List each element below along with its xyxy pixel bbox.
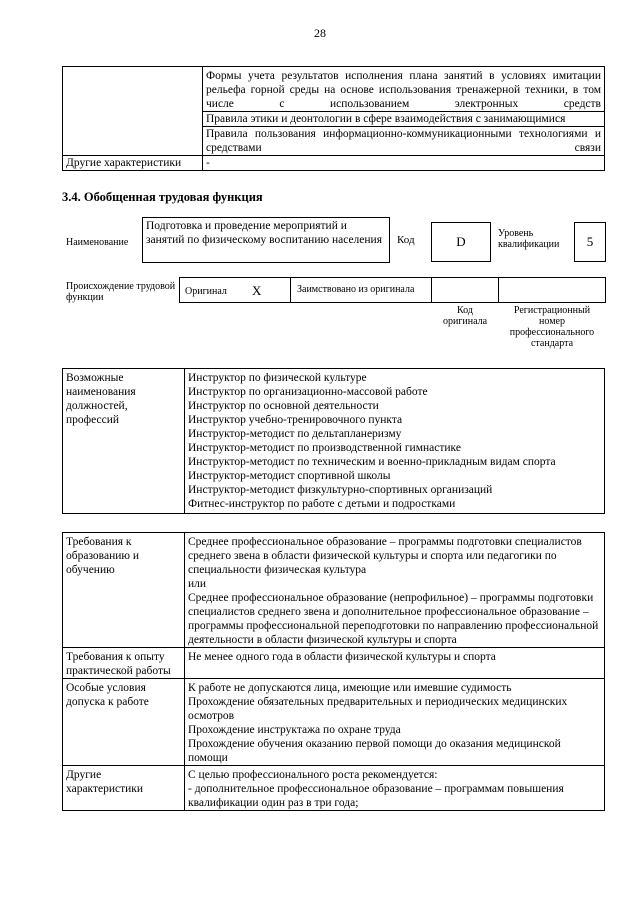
list-item: Среднее профессиональное образование (непрофильное) – программы подготовки специалистов среднего звена и дополнительное профессиональное образование – программы профессиональной переподготовки по направлению профессиональной деятельности в области физической культуры и спорта	[188, 592, 599, 646]
name-label: Наименование	[66, 237, 129, 248]
list-item: Инструктор-методист по техническим и военно-прикладным видам спорта	[188, 456, 556, 468]
origin-reg-cell	[498, 277, 606, 303]
table-cell-label: Другие характеристики	[63, 156, 203, 171]
requirements-table	[62, 532, 605, 811]
table-row	[63, 67, 605, 112]
table-cell-value: Формы учета результатов исполнения плана занятий в условиях имитации рельефа горной среды на основе использования тренажерной техники, в том числе с использованием электронных средств	[203, 67, 605, 112]
list-item: Инструктор по основной деятельности	[188, 400, 379, 412]
list-item: Инструктор учебно-тренировочного пункта	[188, 414, 403, 426]
table-row	[63, 156, 605, 171]
experience-value: Не менее одного года в области физической культуры и спорта	[185, 648, 605, 679]
list-item: Инструктор-методист физкультурно-спортивных организаций	[188, 484, 493, 496]
table-cell-value: Правила пользования информационно-коммуникационными технологиями и средствами связи	[203, 127, 605, 156]
level-value: 5	[574, 222, 606, 262]
list-item: Инструктор-методист по дельтапланеризму	[188, 428, 402, 440]
original-mark: X	[252, 283, 262, 298]
list-item: К работе не допускаются лица, имеющие или имевшие судимость	[188, 682, 512, 694]
origin-code-cell	[431, 277, 499, 303]
top-table	[62, 66, 605, 171]
admission-label: Особые условия допуска к работе	[63, 679, 185, 766]
list-item: Инструктор по организационно-массовой работе	[188, 386, 428, 398]
positions-table	[62, 368, 605, 514]
code-original-caption: Код оригинала	[442, 305, 488, 327]
list-item: - дополнительное профессиональное образование – программам повышения квалификации один раз в три года;	[188, 783, 564, 809]
code-value: D	[431, 222, 491, 262]
admission-value	[185, 679, 605, 766]
table-cell-value: -	[203, 156, 605, 171]
list-item: или	[188, 578, 207, 590]
table-row	[63, 533, 605, 648]
list-item: Прохождение обязательных предварительных и периодических медицинских осмотров	[188, 696, 568, 722]
experience-label: Требования к опыту практической работы	[63, 648, 185, 679]
level-label: Уровень квалификации	[498, 228, 560, 250]
other-label: Другие характеристики	[63, 766, 185, 811]
page-number: 28	[314, 26, 326, 40]
list-item: Инструктор-методист по производственной гимнастике	[188, 442, 461, 454]
origin-label: Происхождение трудовой функции	[66, 281, 176, 303]
origin-borrowed-cell	[290, 277, 432, 303]
positions-label: Возможные наименования должностей, профессий	[63, 369, 185, 514]
list-item: Прохождение обучения оказанию первой помощи до оказания медицинской помощи	[188, 738, 561, 764]
borrowed-label: Заимствовано из оригинала	[297, 284, 415, 295]
list-item: Прохождение инструктажа по охране труда	[188, 724, 401, 736]
list-item: Инструктор по физической культуре	[188, 372, 367, 384]
original-label: Оригинал	[185, 286, 227, 297]
table-cell-empty	[63, 67, 203, 156]
table-row	[63, 679, 605, 766]
other-value	[185, 766, 605, 811]
name-value: Подготовка и проведение мероприятий и занятий по физическому воспитанию населения	[142, 217, 390, 263]
list-item: Среднее профессиональное образование – программы подготовки специалистов среднего звена в области физической культуры и спорта или педагогики по специальности физическая культура	[188, 536, 582, 576]
section-heading: 3.4. Обобщенная трудовая функция	[62, 190, 263, 204]
table-row	[63, 766, 605, 811]
positions-list	[185, 369, 605, 514]
list-item: С целью профессионального роста рекомендуется:	[188, 769, 438, 781]
table-row	[63, 648, 605, 679]
education-label: Требования к образованию и обучению	[63, 533, 185, 648]
origin-original-cell	[179, 277, 291, 303]
reg-number-caption: Регистрационный номер профессионального стандарта	[509, 305, 595, 349]
list-item: Инструктор-методист спортивной школы	[188, 470, 391, 482]
education-value	[185, 533, 605, 648]
code-label: Код	[397, 234, 415, 246]
table-cell-value: Правила этики и деонтологии в сфере взаимодействия с занимающимися	[203, 112, 605, 127]
table-row	[63, 369, 605, 514]
list-item: Фитнес-инструктор по работе с детьми и подростками	[188, 498, 456, 510]
